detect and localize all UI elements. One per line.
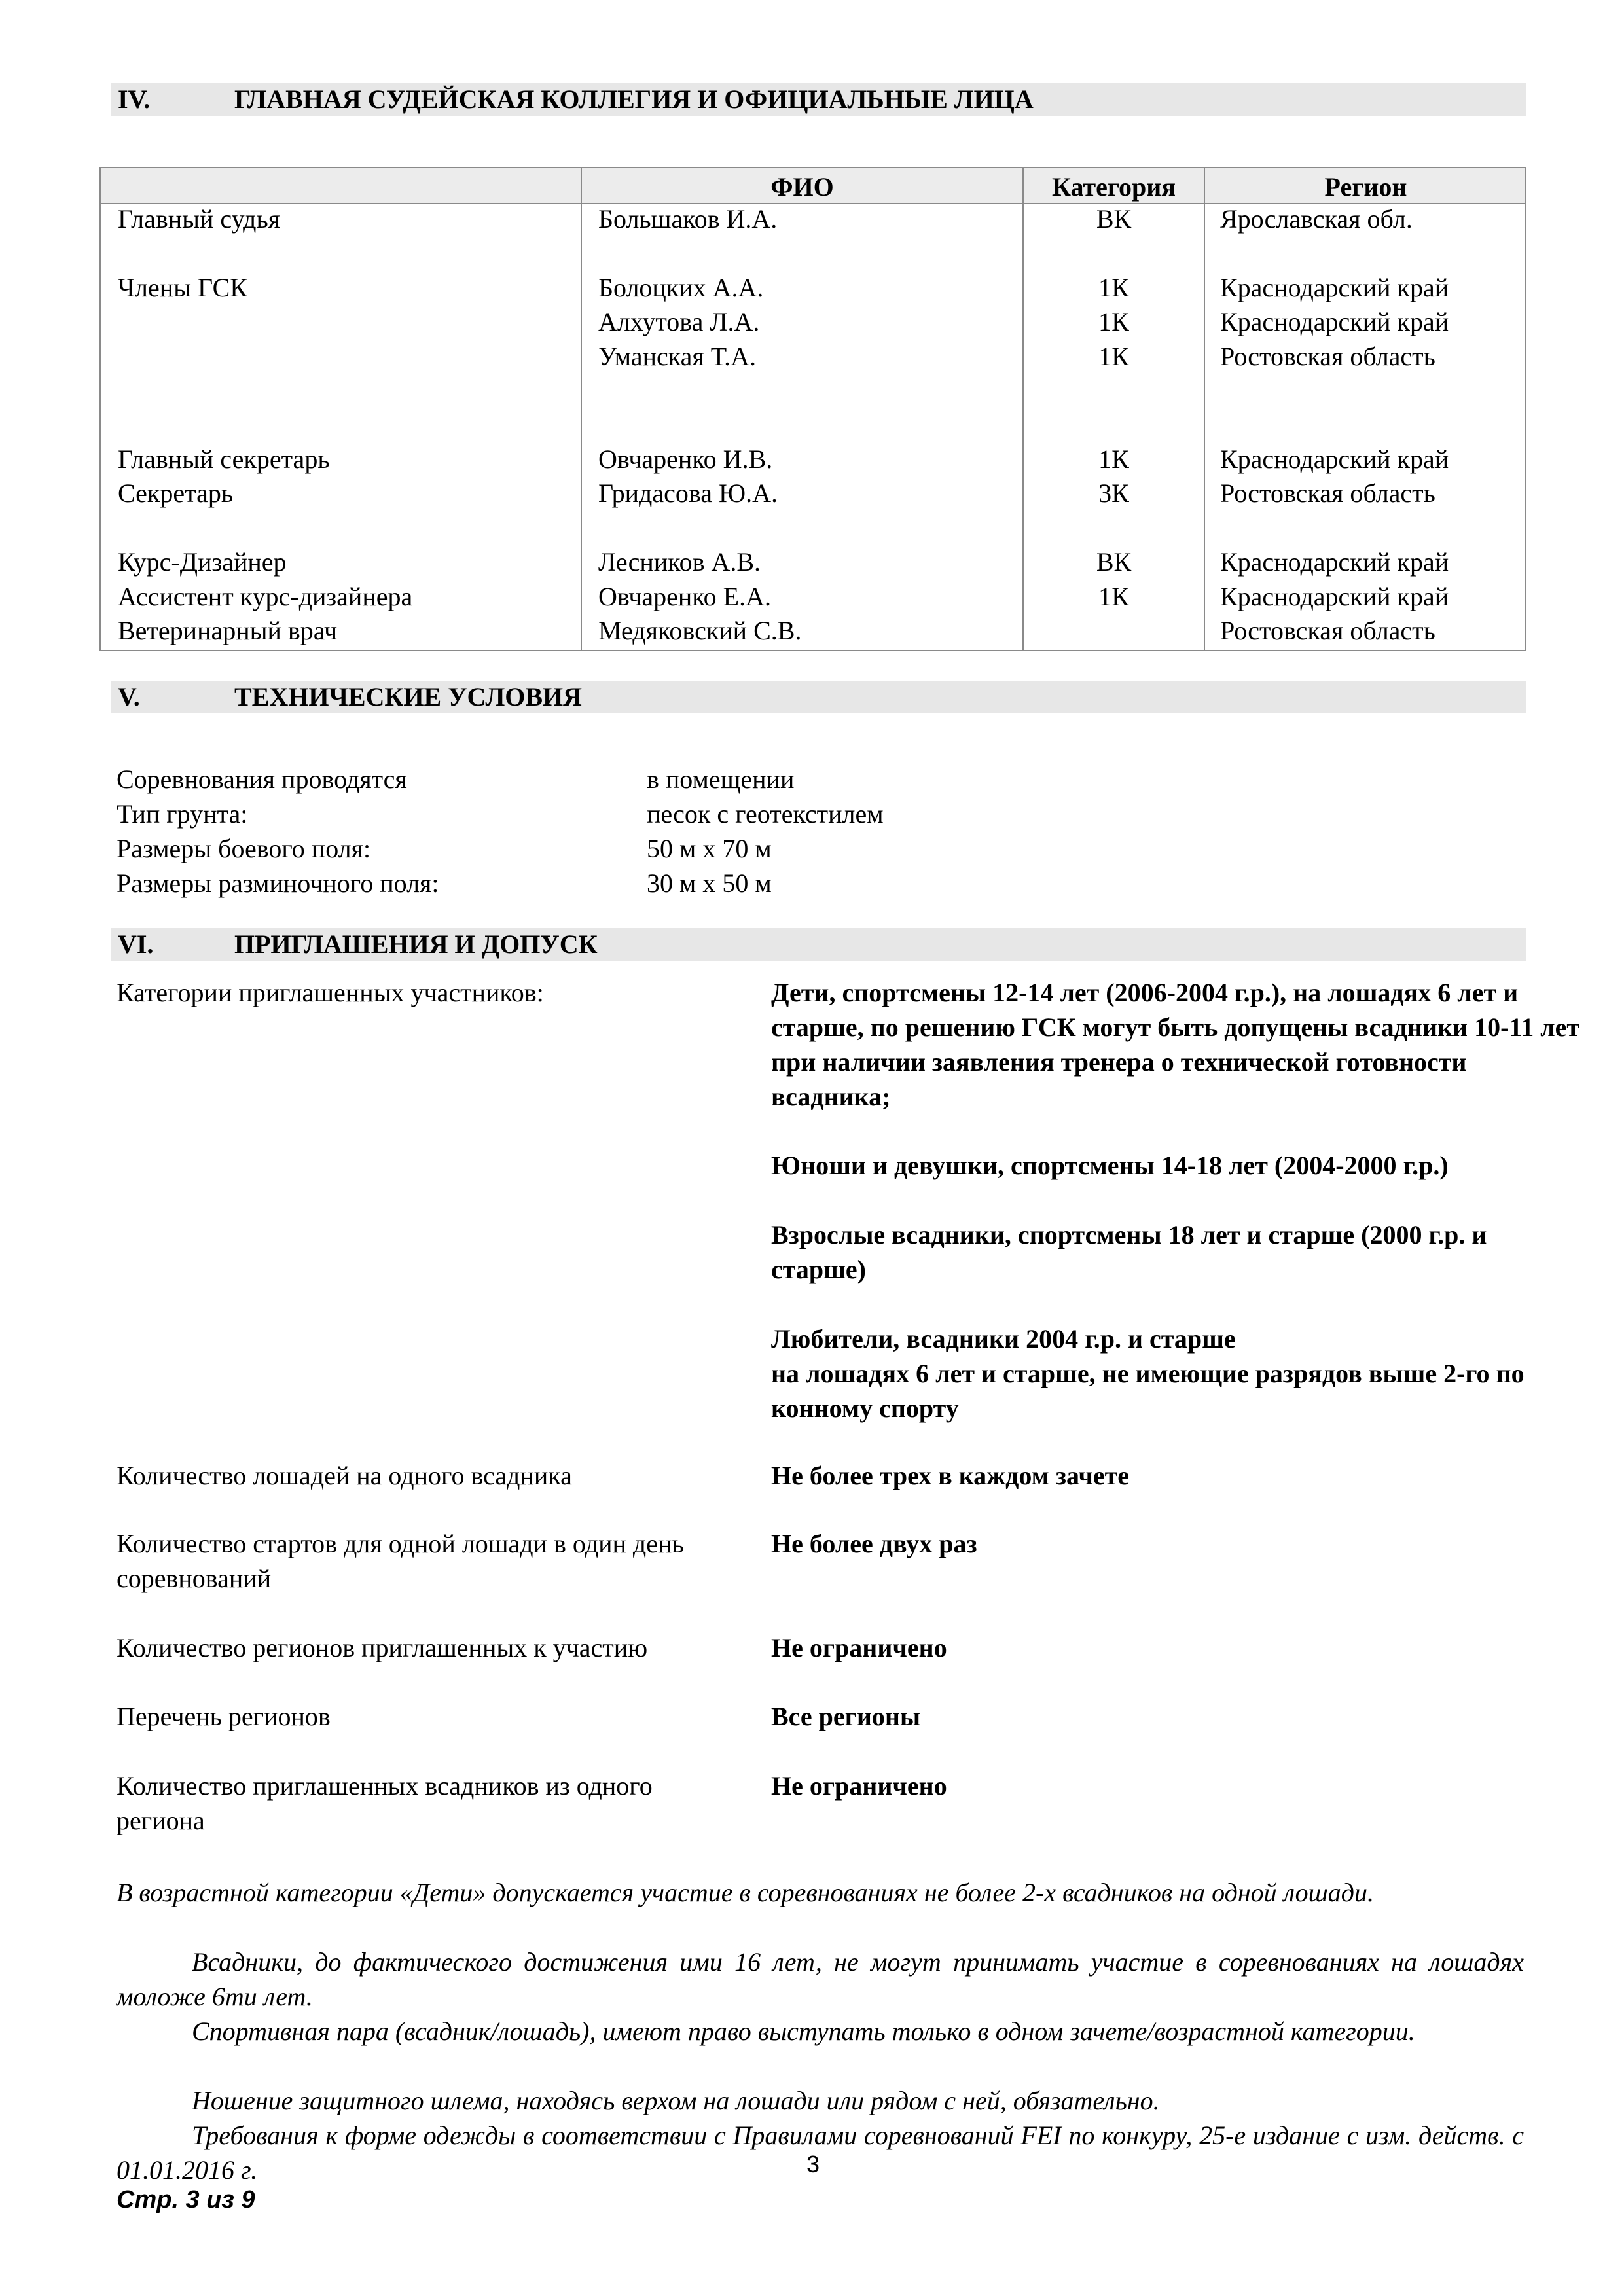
table-row-name: Алхутова Л.А. <box>598 307 760 336</box>
section-5-header <box>111 681 1526 713</box>
admission-value: Не более трех в каждом зачете <box>771 1461 1130 1490</box>
header-category: Категория <box>1052 172 1176 202</box>
table-row-category: 1К <box>1098 273 1129 302</box>
tech-value: 30 м х 50 м <box>647 869 772 898</box>
table-row-category: 1К <box>1098 582 1129 611</box>
table-row-role: Ветеринарный врач <box>118 616 338 645</box>
category-adults: Взрослые всадники, спортсмены 18 лет и старше (2000 г.р. и старше) <box>771 1220 1487 1284</box>
table-row-region: Краснодарский край <box>1220 582 1449 611</box>
table-row-role: Ассистент курс-дизайнера <box>118 582 413 611</box>
categories-label: Категории приглашенных участников: <box>117 978 544 1007</box>
tech-value: 50 м х 70 м <box>647 834 772 863</box>
table-row-region: Краснодарский край <box>1220 547 1449 577</box>
table-row-category: 3К <box>1098 478 1129 508</box>
category-amateurs: Любители, всадники 2004 г.р. и старше <box>771 1324 1236 1354</box>
table-row-name: Медяковский С.В. <box>598 616 802 645</box>
category-children: Дети, спортсмены 12-14 лет (2006-2004 г.р.), на лошадях 6 лет и старше, по решению ГСК могут быть допущены всадники 10-11 лет при наличии заявления тренера о технической готовности всадника; <box>771 978 1580 1111</box>
table-row-category: ВК <box>1096 547 1132 577</box>
admission-value: Не ограничено <box>771 1771 947 1801</box>
category-amateurs-note: на лошадях 6 лет и старше, не имеющие разрядов выше 2-го по конному спорту <box>771 1359 1525 1423</box>
table-row-role: Члены ГСК <box>118 273 247 302</box>
section-6-number: VI. <box>118 929 154 959</box>
admission-value: Не ограничено <box>771 1633 947 1662</box>
admission-label: Количество лошадей на одного всадника <box>117 1461 572 1490</box>
note-children: В возрастной категории «Дети» допускается участие в соревнованиях не более 2-х всадников на одной лошади. <box>117 1878 1375 1907</box>
admission-label: Количество приглашенных всадников из одного региона <box>117 1771 653 1835</box>
table-row-name: Гридасова Ю.А. <box>598 478 778 508</box>
tech-label: Размеры разминочного поля: <box>117 869 439 898</box>
note-dress-code: Требования к форме одежды в соответствии с Правилами соревнований FEI по конкуру, 25-е издание с изм. действ. с 01.01.2016 г. <box>117 2121 1524 2185</box>
table-row-region: Ростовская область <box>1220 616 1435 645</box>
section-5-title: ТЕХНИЧЕСКИЕ УСЛОВИЯ <box>234 682 583 711</box>
table-row-name: Болоцких А.А. <box>598 273 764 302</box>
page-number: 3 <box>806 2151 820 2178</box>
table-row-role: Секретарь <box>118 478 234 508</box>
tech-value: песок с геотекстилем <box>647 799 884 829</box>
section-6-header <box>111 928 1526 961</box>
admission-value: Все регионы <box>771 1702 921 1731</box>
tech-value: в помещении <box>647 764 795 794</box>
header-region: Регион <box>1324 172 1407 202</box>
section-6-title: ПРИГЛАШЕНИЯ И ДОПУСК <box>234 929 598 959</box>
header-name: ФИО <box>770 172 834 202</box>
table-row-name: Овчаренко Е.А. <box>598 582 772 611</box>
officials-table <box>99 167 1526 651</box>
note-helmet: Ношение защитного шлема, находясь верхом на лошади или рядом с ней, обязательно. <box>192 2086 1160 2115</box>
admission-label: Количество стартов для одной лошади в один день соревнований <box>117 1529 684 1593</box>
table-row-region: Краснодарский край <box>1220 307 1449 336</box>
section-4-number: IV. <box>118 84 151 114</box>
note-age-16: Всадники, до фактического достижения ими 16 лет, не могут принимать участие в соревнованиях на лошадях моложе 6ти лет. <box>117 1947 1524 2011</box>
table-row-region: Ярославская обл. <box>1220 204 1413 234</box>
table-row-role: Главный секретарь <box>118 444 330 474</box>
table-row-region: Ростовская область <box>1220 342 1435 371</box>
table-row-region: Ростовская область <box>1220 478 1435 508</box>
table-row-name: Лесников А.В. <box>598 547 761 577</box>
admission-value: Не более двух раз <box>771 1529 977 1558</box>
tech-label: Соревнования проводятся <box>117 764 407 794</box>
table-row-name: Большаков И.А. <box>598 204 778 234</box>
table-row-category: 1К <box>1098 307 1129 336</box>
section-4-header <box>111 83 1526 116</box>
table-row-region: Краснодарский край <box>1220 273 1449 302</box>
section-4-title: ГЛАВНАЯ СУДЕЙСКАЯ КОЛЛЕГИЯ И ОФИЦИАЛЬНЫЕ ЛИЦА <box>234 84 1034 114</box>
note-sport-pair: Спортивная пара (всадник/лошадь), имеют право выступать только в одном зачете/возрастной категории. <box>192 2017 1415 2046</box>
table-row-name: Овчаренко И.В. <box>598 444 773 474</box>
table-row-region: Краснодарский край <box>1220 444 1449 474</box>
page-footer: Стр. 3 из 9 <box>117 2186 255 2214</box>
section-5-number: V. <box>118 682 140 711</box>
category-juniors: Юноши и девушки, спортсмены 14-18 лет (2004-2000 г.р.) <box>771 1151 1449 1180</box>
tech-label: Тип грунта: <box>117 799 248 829</box>
table-row-role: Главный судья <box>118 204 281 234</box>
table-row-category: 1К <box>1098 342 1129 371</box>
admission-label: Количество регионов приглашенных к участию <box>117 1633 648 1662</box>
table-row-category: ВК <box>1096 204 1132 234</box>
tech-label: Размеры боевого поля: <box>117 834 371 863</box>
table-divider <box>1204 168 1205 650</box>
table-row-role: Курс-Дизайнер <box>118 547 287 577</box>
admission-label: Перечень регионов <box>117 1702 331 1731</box>
table-row-name: Уманская Т.А. <box>598 342 757 371</box>
table-divider <box>581 168 582 650</box>
table-row-category: 1К <box>1098 444 1129 474</box>
